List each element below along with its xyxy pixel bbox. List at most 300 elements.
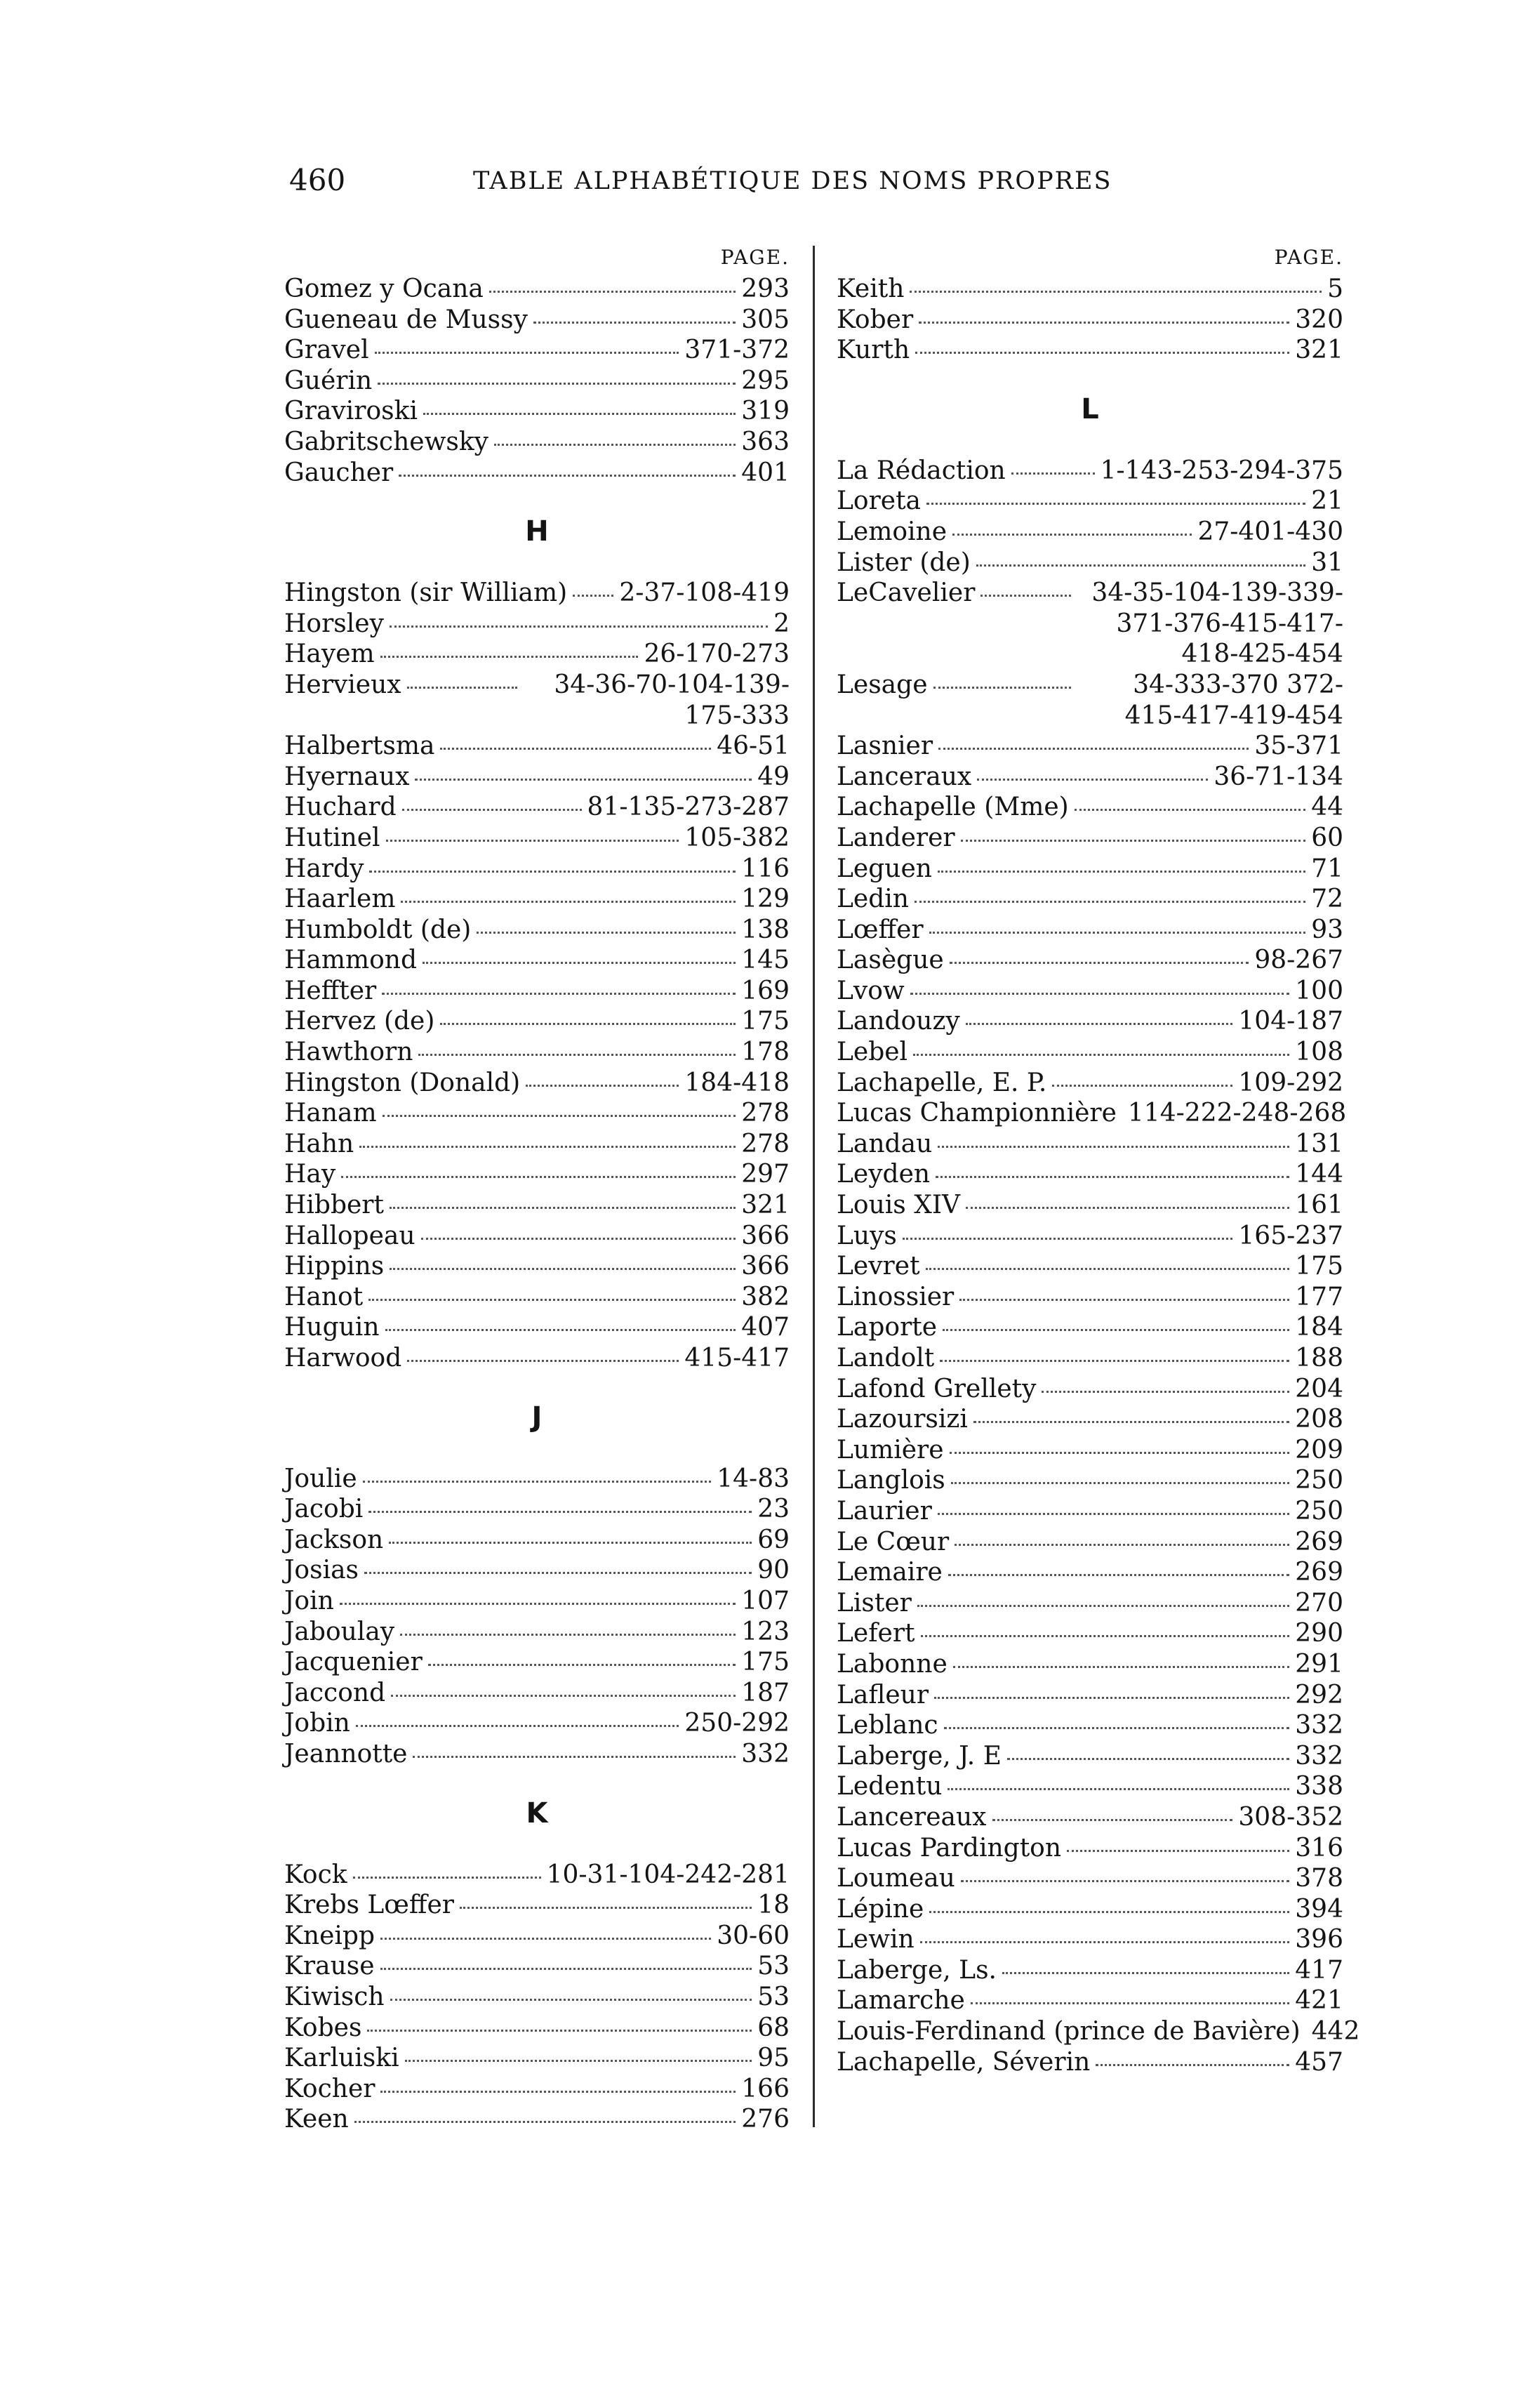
entry-pages: 23 (757, 1495, 790, 1524)
entry-pages: 209 (1295, 1435, 1343, 1464)
letter-heading-k: K (526, 1797, 548, 1830)
entry-pages: 161 (1295, 1191, 1343, 1220)
entry-pages: 34-35-104-139-339-371-376-415-417-418-425-454 (1091, 578, 1343, 669)
dot-leader (920, 1941, 1290, 1943)
index-entry (284, 762, 790, 793)
index-entry (837, 305, 1343, 336)
dot-leader (933, 687, 1072, 689)
entry-pages: 363 (741, 427, 790, 456)
dot-leader (390, 626, 768, 628)
index-entry (837, 578, 1343, 670)
index-entry (837, 274, 1343, 305)
index-entry (284, 1860, 790, 1891)
index-entry (284, 670, 790, 731)
dot-leader (402, 809, 582, 811)
entry-pages: 415-417 (684, 1344, 790, 1372)
dot-leader (400, 1634, 736, 1636)
index-entry (837, 456, 1343, 487)
entry-pages: 81-135-273-287 (587, 793, 790, 822)
index-entry (284, 1343, 790, 1374)
dot-leader (950, 1452, 1290, 1454)
entry-pages: 108 (1295, 1038, 1343, 1067)
entry-pages: 292 (1295, 1680, 1343, 1709)
entry-pages: 278 (741, 1099, 790, 1128)
index-entry (837, 2016, 1360, 2047)
dot-leader (341, 1176, 736, 1178)
entry-pages: 316 (1295, 1833, 1343, 1863)
dot-leader (375, 352, 679, 354)
dot-leader (938, 1513, 1289, 1515)
entry-pages: 305 (741, 305, 790, 334)
entry-name: Landolt (837, 1344, 935, 1372)
entry-name: Gueneau de Mussy (284, 305, 528, 334)
dot-leader (944, 1727, 1290, 1729)
dot-leader (383, 1115, 736, 1117)
entry-pages: 250 (1295, 1496, 1343, 1526)
index-entry (284, 1282, 790, 1313)
index-entry (284, 1890, 790, 1921)
entry-name: Lanceraux (837, 762, 972, 791)
index-entry (837, 1985, 1343, 2016)
index-entry (284, 274, 790, 305)
entry-name: Lefert (837, 1619, 915, 1648)
dot-leader (378, 383, 736, 385)
index-entry (837, 335, 1343, 366)
index-entry (284, 1678, 790, 1709)
entry-name: Lamarche (837, 1986, 965, 2016)
index-entry (284, 1494, 790, 1525)
entry-name: Guérin (284, 366, 373, 395)
entry-name: Hervez (de) (284, 1007, 435, 1036)
index-entry (837, 517, 1343, 548)
entry-pages: 250-292 (684, 1709, 790, 1738)
index-entry (284, 2043, 790, 2074)
entry-name: Krebs Lœffer (284, 1891, 454, 1920)
entry-pages: 177 (1295, 1282, 1343, 1311)
index-group-h (284, 578, 790, 1373)
dot-leader (418, 1054, 736, 1056)
entry-name: Gravel (284, 336, 369, 365)
entry-pages: 116 (741, 854, 790, 883)
dot-leader (413, 1756, 736, 1758)
entry-name: Lafond Grellety (837, 1374, 1037, 1403)
dot-leader (489, 291, 736, 293)
dot-leader (353, 1877, 541, 1879)
entry-name: Hingston (Donald) (284, 1068, 521, 1097)
index-entry (284, 1647, 790, 1678)
index-entry (284, 1525, 790, 1556)
entry-pages: 293 (741, 274, 790, 303)
dot-leader (494, 444, 736, 446)
dot-leader (368, 1511, 752, 1513)
entry-name: Lépine (837, 1894, 924, 1924)
index-entry (284, 639, 790, 670)
dot-leader (938, 871, 1305, 873)
index-entry (837, 1557, 1343, 1588)
entry-pages: 184 (1295, 1313, 1343, 1342)
index-group-k (284, 1860, 790, 2135)
entry-name: Humboldt (de) (284, 915, 472, 944)
entry-name: Leyden (837, 1160, 931, 1189)
entry-pages: 34-36-70-104-139-175-333 (554, 670, 790, 730)
index-entry (837, 1068, 1343, 1099)
dot-leader (405, 2060, 752, 2062)
entry-pages: 10-31-104-242-281 (546, 1860, 790, 1889)
index-entry (837, 1680, 1343, 1711)
dot-leader (359, 1146, 736, 1148)
index-entry (284, 1312, 790, 1343)
dot-leader (401, 901, 736, 903)
entry-name: Jaccond (284, 1678, 386, 1707)
entry-name: Loreta (837, 487, 922, 516)
index-entry (284, 976, 790, 1007)
dot-leader (440, 1023, 736, 1025)
dot-leader (477, 932, 736, 934)
entry-name: Lewin (837, 1925, 915, 1954)
index-group-l (837, 456, 1360, 2077)
dot-leader (940, 1360, 1289, 1362)
index-entry (837, 976, 1343, 1007)
index-entry (284, 609, 790, 640)
entry-pages: 21 (1311, 487, 1343, 516)
entry-name: Kock (284, 1860, 347, 1889)
entry-pages: 442 (1311, 2017, 1360, 2046)
entry-name: Lachapelle, E. P. (837, 1068, 1047, 1097)
index-entry (837, 1802, 1343, 1833)
entry-pages: 320 (1295, 305, 1343, 334)
entry-name: Hervieux (284, 670, 401, 699)
entry-pages: 270 (1295, 1588, 1343, 1618)
dot-leader (950, 962, 1249, 964)
page-column-label: PAGE. (1274, 246, 1343, 269)
entry-pages: 378 (1295, 1864, 1343, 1893)
dot-leader (1052, 1085, 1232, 1087)
index-entry (284, 396, 790, 427)
entry-name: Lancereaux (837, 1802, 987, 1832)
index-entry (284, 335, 790, 366)
index-entry (284, 1555, 790, 1586)
index-entry (284, 1739, 790, 1770)
dot-leader (380, 2091, 736, 2093)
index-entry (837, 1374, 1343, 1405)
dot-leader (959, 1299, 1289, 1301)
dot-leader (390, 1268, 736, 1270)
index-entry (284, 1951, 790, 1982)
entry-pages: 34-333-370 372-415-417-419-454 (1124, 670, 1343, 730)
entry-pages: 332 (1295, 1711, 1343, 1740)
entry-pages: 321 (741, 1191, 790, 1220)
dot-leader (938, 1146, 1289, 1148)
entry-name: Landau (837, 1129, 933, 1158)
index-entry (284, 1464, 790, 1495)
dot-leader (391, 1695, 736, 1697)
letter-heading-h: H (525, 515, 549, 548)
index-entry (284, 458, 790, 489)
index-entry (837, 1771, 1343, 1802)
dot-leader (910, 993, 1290, 995)
dot-leader (952, 534, 1192, 536)
entry-name: Hay (284, 1160, 336, 1189)
entry-name: Ledin (837, 885, 909, 914)
dot-leader (929, 932, 1306, 934)
entry-pages: 366 (741, 1252, 790, 1281)
index-entry (284, 884, 790, 915)
entry-name: Hardy (284, 854, 364, 883)
dot-leader (961, 1880, 1289, 1882)
entry-pages: 31 (1311, 548, 1343, 577)
dot-leader (380, 1938, 711, 1940)
entry-pages: 129 (741, 885, 790, 914)
index-entry (284, 1190, 790, 1221)
dot-leader (421, 1238, 736, 1240)
dot-leader (573, 595, 613, 597)
entry-name: Kiwisch (284, 1982, 385, 2011)
index-entry (837, 1863, 1343, 1894)
entry-name: Lasègue (837, 946, 944, 975)
entry-name: Langlois (837, 1466, 945, 1495)
entry-pages: 250 (1295, 1466, 1343, 1495)
right-column (837, 246, 1360, 2077)
index-entry (284, 1068, 790, 1099)
entry-pages: 175 (741, 1648, 790, 1677)
entry-pages: 338 (1295, 1772, 1343, 1801)
entry-pages: 98-267 (1254, 946, 1343, 975)
entry-name: Hanot (284, 1282, 364, 1311)
index-entry (837, 1404, 1343, 1435)
index-entry (837, 1894, 1343, 1925)
entry-name: Hahn (284, 1129, 354, 1158)
dot-leader (955, 1544, 1289, 1546)
entry-name: Landouzy (837, 1007, 960, 1036)
entry-pages: 2 (773, 609, 790, 638)
index-entry (837, 1098, 1347, 1129)
entry-pages: 46-51 (717, 732, 790, 761)
entry-name: Leblanc (837, 1711, 938, 1740)
dot-leader (953, 1666, 1290, 1668)
entry-pages: 321 (1295, 336, 1343, 365)
dot-leader (423, 413, 736, 415)
dot-leader (910, 291, 1322, 293)
dot-leader (926, 1268, 1290, 1270)
entry-name: Le Cœur (837, 1527, 950, 1556)
index-entry (837, 1343, 1343, 1374)
entry-pages: 401 (741, 458, 790, 487)
index-entry (837, 823, 1343, 854)
entry-pages: 60 (1311, 823, 1343, 852)
index-group-j (284, 1464, 790, 1770)
dot-leader (938, 748, 1249, 750)
entry-pages: 297 (741, 1160, 790, 1189)
index-entry (284, 823, 790, 854)
entry-name: Gaucher (284, 458, 394, 487)
entry-name: Lumière (837, 1435, 944, 1464)
entry-pages: 5 (1327, 274, 1343, 303)
entry-name: Heffter (284, 976, 377, 1005)
entry-name: Lister (de) (837, 548, 971, 577)
entry-name: Loumeau (837, 1864, 955, 1893)
dot-leader (1011, 472, 1095, 475)
entry-pages: 276 (741, 2105, 790, 2134)
dot-leader (1096, 2064, 1289, 2066)
dot-leader (1007, 1758, 1289, 1760)
dot-leader (903, 1238, 1233, 1240)
entry-name: Lesage (837, 670, 928, 699)
index-entry (837, 1435, 1343, 1466)
entry-name: Lister (837, 1588, 912, 1618)
entry-name: Lafleur (837, 1680, 929, 1709)
dot-leader (915, 901, 1305, 903)
entry-name: Keith (837, 274, 905, 303)
index-entry (284, 427, 790, 458)
entry-name: Gabritschewsky (284, 427, 489, 456)
entry-pages: 18 (757, 1891, 790, 1920)
entry-name: Jacquenier (284, 1648, 423, 1677)
entry-name: Lucas Pardington (837, 1833, 1062, 1863)
entry-name: Lœffer (837, 915, 924, 944)
dot-leader (934, 1697, 1289, 1699)
entry-pages: 69 (757, 1525, 790, 1554)
entry-name: Lebel (837, 1038, 908, 1067)
entry-name: Luys (837, 1221, 897, 1250)
entry-pages: 71 (1311, 854, 1343, 883)
entry-name: Kneipp (284, 1921, 375, 1950)
dot-leader (389, 1542, 752, 1544)
entry-name: Laberge, J. E (837, 1741, 1002, 1771)
entry-pages: 295 (741, 366, 790, 395)
entry-name: Hammond (284, 946, 418, 975)
index-entry (284, 1129, 790, 1160)
entry-pages: 269 (1295, 1558, 1343, 1587)
entry-name: Hibbert (284, 1191, 384, 1220)
entry-name: Hutinel (284, 823, 380, 852)
entry-pages: 44 (1311, 793, 1343, 822)
entry-name: Join (284, 1586, 334, 1615)
index-entry (284, 578, 790, 609)
entry-name: Laberge, Ls. (837, 1955, 997, 1985)
entry-name: Laporte (837, 1313, 938, 1342)
index-entry (284, 1982, 790, 2013)
entry-name: La Rédaction (837, 456, 1006, 485)
index-entry (837, 1006, 1343, 1037)
dot-leader (428, 1664, 736, 1666)
entry-name: Graviroski (284, 397, 418, 426)
entry-pages: 169 (741, 976, 790, 1005)
index-group-k-cont (837, 274, 1343, 366)
index-entry (284, 731, 790, 762)
entry-pages: 131 (1295, 1129, 1343, 1158)
entry-pages: 49 (757, 762, 790, 791)
entry-name: Lachapelle, Séverin (837, 2047, 1091, 2077)
entry-pages: 95 (757, 2044, 790, 2073)
entry-pages: 105-382 (684, 823, 790, 852)
dot-leader (936, 1176, 1289, 1178)
dot-leader (1075, 809, 1305, 811)
entry-pages: 27-401-430 (1197, 517, 1343, 546)
entry-name: Karluiski (284, 2044, 399, 2073)
dot-leader (917, 1605, 1289, 1607)
entry-pages: 145 (741, 946, 790, 975)
entry-name: Laurier (837, 1496, 932, 1526)
left-column (284, 246, 790, 2135)
entry-name: Linossier (837, 1282, 955, 1311)
entry-name: Lachapelle (Mme) (837, 793, 1069, 822)
dot-leader (1067, 1850, 1289, 1852)
entry-name: Hayem (284, 640, 375, 669)
index-entry (837, 884, 1343, 915)
index-entry (837, 1527, 1343, 1558)
page-column-label: PAGE. (720, 246, 790, 269)
index-entry (837, 1496, 1343, 1527)
index-entry (837, 1924, 1343, 1955)
entry-pages: 114-222-248-268 (1127, 1099, 1347, 1128)
index-entry (837, 792, 1343, 823)
entry-name: Lasnier (837, 732, 933, 761)
entry-pages: 72 (1311, 885, 1343, 914)
dot-leader (929, 1911, 1289, 1913)
index-entry (284, 366, 790, 397)
entry-name: Gomez y Ocana (284, 274, 484, 303)
dot-leader (533, 322, 736, 324)
dot-leader (369, 871, 736, 873)
entry-name: Keen (284, 2105, 349, 2134)
dot-leader (407, 1360, 679, 1362)
index-entry (837, 762, 1343, 793)
entry-pages: 100 (1295, 976, 1343, 1005)
dot-leader (390, 1207, 736, 1209)
dot-leader (368, 1299, 736, 1301)
dot-leader (423, 962, 736, 964)
index-entry (837, 1221, 1343, 1252)
dot-leader (440, 748, 711, 750)
entry-name: Krause (284, 1952, 375, 1981)
dot-leader (919, 322, 1289, 324)
index-entry (284, 2104, 790, 2135)
letter-heading-j: J (531, 1401, 543, 1434)
entry-name: Louis XIV (837, 1191, 961, 1220)
entry-pages: 184-418 (684, 1068, 790, 1097)
entry-pages: 332 (1295, 1741, 1343, 1771)
entry-name: Jacobi (284, 1495, 364, 1524)
entry-name: Kurth (837, 336, 910, 365)
index-entry (837, 548, 1343, 578)
entry-pages: 138 (741, 915, 790, 944)
dot-leader (390, 1999, 752, 2001)
entry-pages: 104-187 (1238, 1007, 1343, 1036)
dot-leader (966, 1023, 1233, 1025)
entry-pages: 394 (1295, 1894, 1343, 1924)
entry-pages: 319 (741, 397, 790, 426)
entry-name: Lemaire (837, 1558, 943, 1587)
dot-leader (971, 2002, 1289, 2004)
entry-name: Lemoine (837, 517, 948, 546)
entry-name: Hallopeau (284, 1221, 415, 1250)
entry-pages: 332 (741, 1739, 790, 1768)
entry-pages: 30-60 (717, 1921, 790, 1950)
index-entry (837, 945, 1343, 976)
entry-pages: 166 (741, 2074, 790, 2103)
entry-name: Louis-Ferdinand (prince de Bavière) (837, 2017, 1301, 2046)
letter-heading-l: L (1081, 392, 1099, 425)
entry-pages: 278 (741, 1129, 790, 1158)
dot-leader (1002, 1972, 1289, 1974)
entry-name: Jaboulay (284, 1617, 395, 1646)
entry-pages: 36-71-134 (1214, 762, 1343, 791)
column-divider (813, 246, 815, 2127)
index-entry (837, 486, 1343, 517)
dot-leader (415, 779, 752, 781)
entry-pages: 396 (1295, 1925, 1343, 1954)
entry-name: Halbertsma (284, 732, 435, 761)
